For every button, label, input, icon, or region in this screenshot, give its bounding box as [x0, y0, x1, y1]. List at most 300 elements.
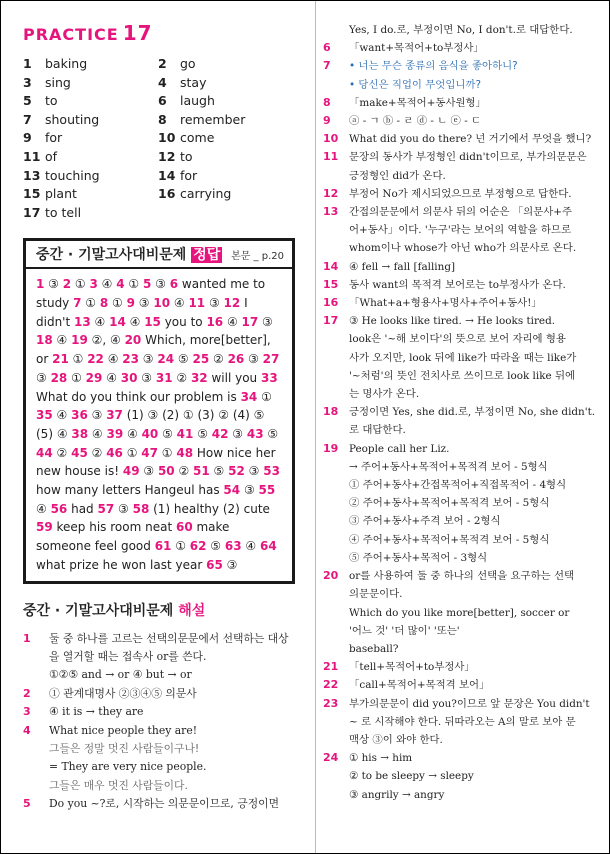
answer-item [100, 296, 127, 310]
explanation-line: 둘 중 하나를 고르는 선택의문문에서 선택하는 대상 [49, 631, 289, 645]
explanation-item [323, 676, 601, 694]
answer-value: ② [87, 445, 107, 460]
vocab-number: 7 [23, 111, 32, 127]
answer-number: 65 [206, 557, 223, 572]
answer-value: how many letters Hangeul has [36, 483, 224, 498]
explanation-item [323, 276, 601, 294]
explanation-item [323, 94, 601, 112]
answer-number: 21 [52, 352, 69, 367]
explanation-text [349, 148, 601, 184]
answer-number: 28 [50, 370, 68, 385]
explanation-line: ③ 주어+동사+주격 보어 - 2형식 [349, 515, 501, 528]
answer-number: 46 [106, 445, 123, 460]
explanation-text [349, 567, 601, 658]
answer-item [71, 408, 106, 422]
answer-value: ④ [97, 277, 117, 292]
explanation-text [349, 185, 601, 203]
explanation-text [349, 312, 601, 403]
answer-item [73, 296, 100, 310]
answer-value: ③ [139, 464, 158, 479]
answer-item [156, 371, 191, 385]
explanation-number: 24 [323, 751, 339, 765]
vocab-number: 16 [158, 186, 176, 202]
explanation-item [323, 567, 601, 658]
answer-item [193, 464, 228, 478]
answer-item [247, 427, 278, 441]
answer-number: 10 [153, 296, 171, 311]
answer-value: ③ [222, 557, 238, 572]
explanation-item [323, 258, 601, 276]
explanation-line: 부정어 No가 제시되었으므로 부정형으로 답한다. [349, 187, 572, 200]
vocab-word: for [180, 167, 198, 183]
answer-value: ④ [90, 314, 110, 329]
explanation-number: 4 [23, 723, 31, 737]
answer-number: 37 [106, 408, 123, 423]
explanation-number: 8 [323, 95, 331, 109]
answer-value: (1) healthy (2) cute [149, 501, 270, 516]
answer-number: 13 [74, 314, 91, 329]
vocab-word: for [45, 130, 63, 146]
vocab-item [23, 92, 158, 111]
explanation-item [323, 130, 601, 148]
answer-value: ③ [87, 408, 107, 423]
explanation-right [323, 21, 601, 804]
answer-item [157, 352, 192, 366]
answer-value: ②, ④ [87, 333, 125, 348]
explanation-item [323, 21, 601, 39]
explanation-item [323, 57, 601, 93]
vocab-word: of [45, 148, 58, 164]
explanation-line: ② to be sleepy → sleepy [349, 770, 474, 783]
explanation-number: 20 [323, 569, 339, 583]
vocab-number: 12 [158, 148, 176, 164]
explanation-line: ① 관계대명사 ②③④⑤ 의문사 [49, 686, 197, 700]
answer-box-title-highlight: 정답 [193, 247, 221, 264]
vocab-answer-list [23, 55, 308, 222]
answer-value: had [67, 501, 98, 516]
answer-value: ② [172, 370, 191, 385]
answer-value: ④ [125, 314, 145, 329]
explanation-text [349, 440, 601, 567]
explanation-item [323, 203, 601, 258]
explanation-item [23, 685, 308, 703]
answer-item [191, 371, 261, 385]
explanation-line: '어느 것' '더 많이' '또는' [349, 624, 460, 637]
explanation-item [323, 294, 601, 312]
explanation-line: Which do you like more[better], soccer or [349, 606, 570, 619]
vocab-item [158, 92, 293, 111]
answer-number: 4 [116, 277, 125, 292]
answer-item [127, 296, 154, 310]
answer-value: ④ [103, 352, 123, 367]
explanation-number: 13 [323, 205, 339, 219]
explanation-line: → 주어+동사+목적어+목적격 보어 - 5형식 [349, 460, 548, 473]
answer-item [36, 446, 71, 460]
answer-item [242, 315, 273, 329]
answer-item [90, 277, 117, 291]
explanation-line: 는 명사가 온다. [349, 388, 420, 401]
answer-item [86, 371, 121, 385]
explanation-number: 11 [323, 150, 339, 164]
answer-number: 7 [73, 296, 82, 311]
practice-label: PRACTICE [23, 25, 119, 44]
answer-value: what prize he won last year [36, 557, 207, 572]
answer-number: 49 [122, 464, 140, 479]
answer-value: ⑤ [158, 426, 177, 441]
answer-value: ⑤ [193, 426, 212, 441]
explanation-line: = They are very nice people. [49, 760, 207, 774]
answer-item [212, 427, 247, 441]
answer-item [188, 296, 223, 310]
vocab-item [23, 129, 158, 148]
answer-value: ② [52, 445, 72, 460]
answer-value: ③ [134, 296, 154, 311]
answer-number: 19 [71, 333, 88, 348]
answer-value: ③ [114, 501, 133, 516]
explanation-line: What nice people they are! [49, 723, 198, 737]
answer-box-title [36, 244, 222, 264]
answer-number: 42 [211, 426, 229, 441]
answer-item [192, 352, 227, 366]
answer-value: ③ [44, 277, 63, 292]
explanation-line: 「What+a+형용사+명사+주어+동사!」 [349, 297, 542, 310]
answer-number: 36 [71, 408, 88, 423]
vocab-word: to tell [45, 204, 82, 220]
answer-item [155, 539, 190, 553]
answer-value: keep his room neat [52, 520, 176, 535]
answer-value: ⑤ [206, 539, 225, 554]
left-column [23, 21, 308, 814]
explanation-line: ① his → him [349, 752, 413, 765]
vocab-item [23, 111, 158, 130]
explanation-title-highlight: 해설 [178, 602, 206, 619]
explanation-text [349, 94, 601, 112]
practice-number: 17 [122, 21, 153, 45]
answer-item [225, 539, 260, 553]
vocab-word: go [180, 56, 196, 71]
explanation-item [23, 630, 308, 685]
answer-item [190, 539, 225, 553]
explanation-item [323, 749, 601, 804]
explanation-line: 「tell+목적어+to부정사」 [349, 661, 475, 674]
answer-item [133, 502, 270, 516]
answer-value: ③ [205, 296, 224, 311]
answer-number: 40 [141, 426, 159, 441]
explanation-number: 21 [323, 660, 339, 674]
answer-item [71, 333, 124, 347]
vocab-item [158, 185, 293, 204]
vocab-item [158, 55, 293, 74]
answer-number: 50 [157, 464, 175, 479]
explanation-text [49, 722, 308, 796]
explanation-item [23, 703, 308, 721]
explanation-text [49, 795, 308, 813]
answer-value: ① [67, 370, 86, 385]
vocab-number: 14 [158, 167, 176, 183]
explanation-text [49, 630, 308, 685]
explanation-text [349, 130, 601, 148]
explanation-line: 을 열거할 때는 접속사 or를 쓴다. [49, 650, 207, 663]
vocab-word: laugh [180, 93, 215, 109]
answer-number: 16 [206, 314, 224, 329]
explanation-line: ③ He looks like tired. → He looks tired. [349, 315, 556, 328]
vocab-number: 8 [158, 111, 167, 127]
answer-item [206, 558, 237, 572]
explanation-line: '~처럼'의 뜻인 전치사로 쓰이므로 look like 뒤에 [349, 369, 576, 382]
answer-value: make someone feel good [36, 520, 230, 554]
explanation-number: 19 [323, 441, 339, 455]
explanation-item [23, 722, 308, 796]
answer-box-page-ref: 본문 _ p.20 [231, 250, 284, 262]
answer-item [98, 502, 133, 516]
vocab-item [23, 55, 158, 74]
answer-number: 17 [241, 314, 259, 329]
explanation-line: • 당신은 직업이 무엇입니까? [349, 78, 481, 91]
answer-value: ④ [170, 296, 189, 311]
answer-item [36, 277, 63, 291]
answer-number: 56 [50, 501, 68, 516]
explanation-item [323, 440, 601, 567]
answer-item [109, 315, 144, 329]
explanation-translation: 그들은 매우 멋진 사람들이다. [49, 778, 188, 792]
explanation-number: 9 [323, 114, 331, 128]
answer-item [142, 427, 177, 441]
answer-number: 5 [143, 277, 152, 292]
answer-item [106, 446, 141, 460]
explanation-text [349, 749, 601, 804]
explanation-line: whom이나 whose가 아닌 who가 의문사로 온다. [349, 242, 577, 255]
answer-number: 8 [99, 296, 109, 311]
answer-number: 45 [71, 445, 88, 460]
answer-number: 53 [263, 464, 280, 479]
explanation-number: 7 [323, 59, 331, 73]
answer-number: 64 [259, 539, 277, 554]
answer-item [228, 464, 263, 478]
answer-value: ⑤ [174, 352, 193, 367]
vocab-number: 3 [23, 74, 32, 90]
explanation-line: ④ 주어+동사+목적어+목적격 보어 - 5형식 [349, 533, 550, 546]
answer-number: 18 [36, 333, 53, 348]
answer-item [143, 277, 170, 291]
vocab-word: sing [45, 74, 71, 90]
vocab-number: 4 [158, 74, 167, 90]
answer-box-header [26, 241, 292, 269]
answer-number: 24 [157, 352, 175, 367]
explanation-line: 긍정이면 Yes, she did.로, 부정이면 No, she didn't. [349, 406, 596, 419]
explanation-item [323, 185, 601, 203]
explanation-text [349, 57, 601, 93]
vocab-word: touching [45, 167, 100, 183]
vocab-number: 15 [23, 186, 41, 202]
answer-value: ① [124, 277, 143, 292]
answer-number: 43 [246, 426, 264, 441]
explanation-line: 긍정형인 did가 온다. [349, 169, 446, 182]
answer-number: 41 [176, 426, 194, 441]
answer-value: ④ [123, 426, 142, 441]
answer-value: ④ [36, 501, 51, 516]
answer-number: 52 [228, 464, 245, 479]
explanation-line: 「call+목적어+목적격 보어」 [349, 679, 490, 692]
answer-value: ① [157, 445, 177, 460]
answer-number: 3 [89, 277, 98, 292]
answer-value: (1) ③ (2) ① (3) ② (4) ⑤ (5) ④ [36, 408, 265, 441]
answer-number: 57 [97, 501, 115, 516]
answer-number: 39 [106, 426, 124, 441]
explanation-title [23, 600, 308, 620]
explanation-item [323, 403, 601, 439]
answer-value: will you [207, 370, 261, 385]
explanation-item [323, 658, 601, 676]
answer-number: 51 [193, 464, 210, 479]
vocab-number: 9 [23, 130, 32, 146]
explanation-line: ② 주어+동사+목적어+목적격 보어 - 5형식 [349, 497, 550, 510]
explanation-number: 15 [323, 277, 339, 291]
explanation-number: 5 [23, 797, 31, 811]
answer-item [144, 315, 206, 329]
explanation-number: 12 [323, 186, 339, 200]
vocab-word: to [180, 148, 193, 164]
explanation-item [323, 39, 601, 57]
answer-box [23, 238, 295, 583]
vocab-item [23, 204, 158, 223]
answer-item [123, 464, 158, 478]
answer-value: ③ [151, 277, 170, 292]
vocab-word: carrying [180, 186, 232, 202]
answer-item [206, 315, 241, 329]
answer-number: 63 [224, 539, 242, 554]
explanation-line: ~ 로 시작해야 한다. 뒤따라오는 A의 말로 보아 문 [349, 715, 576, 728]
explanation-number: 3 [23, 705, 31, 719]
vocab-number: 10 [158, 130, 176, 146]
answer-number: 48 [176, 445, 194, 460]
explanation-line: ⑤ 주어+동사+목적어 - 3형식 [349, 551, 488, 564]
answer-value: ③ [244, 352, 263, 367]
explanation-title-text: 중간 · 기말고사대비문제 [23, 602, 174, 619]
answer-item [63, 277, 90, 291]
answer-item [141, 446, 176, 460]
answer-number: 27 [262, 352, 280, 367]
vocab-number: 11 [23, 148, 41, 164]
vocab-number: 6 [158, 93, 167, 109]
answer-number: 22 [87, 352, 104, 367]
answer-value: ③ [138, 352, 158, 367]
vocab-item [158, 74, 293, 93]
answer-item [122, 352, 157, 366]
answer-number: 60 [175, 520, 193, 535]
answer-value: ① [68, 352, 88, 367]
explanation-line: look은 '~해 보이다'의 뜻으로 보어 자리에 형용 [349, 333, 566, 346]
answer-value: I didn't [36, 296, 248, 329]
answer-value: ② [174, 464, 194, 479]
answer-value: wanted me to study [36, 277, 266, 311]
vocab-number: 2 [158, 56, 167, 71]
vocab-number: 13 [23, 167, 41, 183]
explanation-number: 17 [323, 314, 339, 328]
explanation-item [323, 148, 601, 184]
answer-item [223, 483, 258, 497]
explanation-left [23, 630, 308, 814]
answer-value: ④ [52, 333, 72, 348]
answer-number: 11 [188, 296, 206, 311]
answer-item [51, 371, 86, 385]
answer-value: ④ [102, 370, 121, 385]
answer-value: ④ [241, 539, 260, 554]
answer-item [36, 333, 71, 347]
vocab-word: plant [45, 186, 77, 202]
explanation-item [323, 112, 601, 130]
answer-value: ③ [137, 370, 156, 385]
vocab-item [23, 74, 158, 93]
explanation-line: ③ angrily → angry [349, 788, 445, 801]
answer-value: you to [160, 314, 207, 329]
explanation-number: 18 [323, 405, 339, 419]
vocab-item [158, 111, 293, 130]
vocab-item [158, 167, 293, 186]
explanation-text [349, 21, 601, 39]
explanation-line: 의문문이다. [349, 588, 403, 601]
explanation-number: 14 [323, 259, 339, 273]
answer-item [228, 352, 263, 366]
answer-item [116, 277, 143, 291]
answer-number: 54 [223, 483, 241, 498]
answer-value: ① [171, 539, 190, 554]
answer-item [71, 427, 106, 441]
explanation-line: 로 대답한다. [349, 424, 406, 437]
column-divider [315, 1, 316, 853]
explanation-number: 1 [23, 631, 31, 645]
answer-number: 44 [36, 445, 53, 460]
answer-number: 34 [240, 389, 258, 404]
answer-value: ① [122, 445, 142, 460]
explanation-line: Yes, I do.로, 부정이면 No, I don't.로 대답한다. [349, 24, 573, 36]
explanation-text [349, 203, 601, 258]
answer-value: What do you think our problem is [36, 389, 241, 404]
answer-item [71, 446, 106, 460]
vocab-item [158, 129, 293, 148]
explanation-line: 사가 오지만, look 뒤에 like가 따라올 때는 like가 [349, 351, 577, 364]
answer-value: ④ [52, 408, 72, 423]
answer-item [51, 502, 98, 516]
answer-value: ③ [36, 370, 51, 385]
answer-number: 1 [36, 277, 45, 292]
answer-number: 23 [122, 352, 139, 367]
answer-number: 15 [144, 314, 161, 329]
vocab-item [23, 185, 158, 204]
explanation-text [349, 39, 601, 57]
explanation-text [49, 685, 308, 703]
explanation-line: or를 사용하여 둘 중 하나의 선택을 요구하는 선택 [349, 570, 575, 583]
explanation-number [323, 21, 349, 39]
vocab-word: stay [180, 74, 207, 90]
explanation-text [349, 276, 601, 294]
answer-item [177, 427, 212, 441]
explanation-item [323, 312, 601, 403]
answer-box-title-text: 중간 · 기말고사대비문제 [36, 247, 187, 264]
vocab-word: shouting [45, 111, 100, 127]
answer-number: 61 [154, 539, 172, 554]
explanation-line: 「make+목적어+동사원형」 [349, 96, 486, 109]
answer-item [153, 296, 188, 310]
answer-value: ① [257, 389, 272, 404]
answer-value: ③ [258, 314, 273, 329]
answer-number: 2 [62, 277, 72, 292]
answer-number: 14 [109, 314, 126, 329]
answer-item [87, 352, 122, 366]
explanation-text [349, 294, 601, 312]
answer-value: ③ [244, 464, 264, 479]
explanation-translation: 그들은 정말 멋진 사람들이구나! [49, 742, 200, 756]
vocab-item [158, 148, 293, 167]
